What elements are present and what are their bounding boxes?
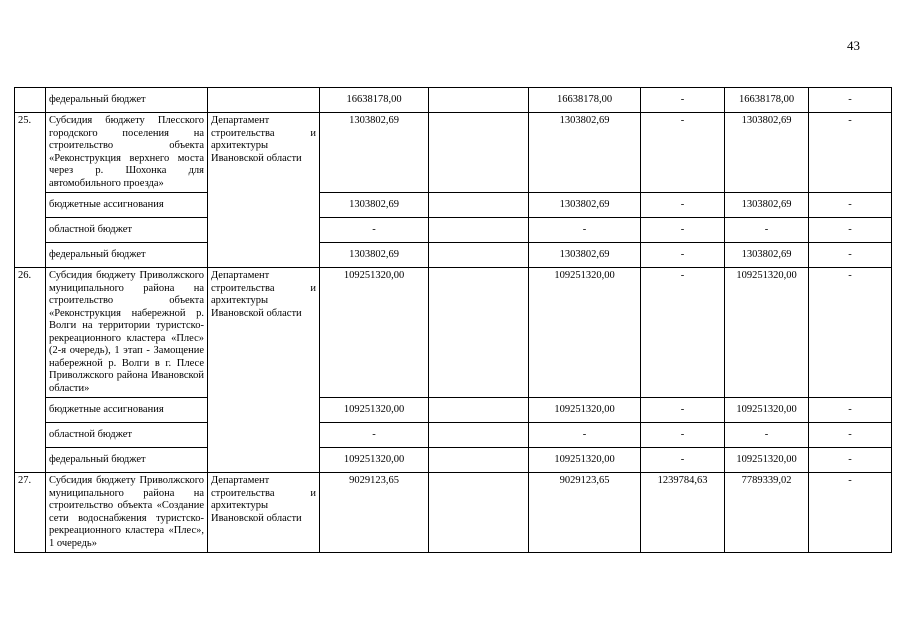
value-cell-3: 9029123,65 [529,473,641,553]
funding-source-cell: областной бюджет [46,423,208,448]
measure-name-cell: Субсидия бюджету Приволжского муниципального района на строительство объекта «Реконструкция набережной р. Волги на территории туристско-рекреационного кластера «Плес» (2-я очередь), 1 этап - Замощение набережной р. Волги в г. Плесе Приволжского района Ивановской области» [46,268,208,398]
executor-cell: Департамент строительства и архитектуры Ивановской области [208,268,320,473]
table-row-main [15,113,892,193]
value-cell-3: 109251320,00 [529,448,641,473]
value-cell-4: - [641,218,725,243]
value-cell-1: 109251320,00 [320,448,429,473]
table-body [15,88,892,553]
value-cell-1: 109251320,00 [320,398,429,423]
value-cell-3: - [529,218,641,243]
value-cell-5: 7789339,02 [725,473,809,553]
table-row-sub [15,398,892,423]
value-cell-6: - [809,218,892,243]
value-cell-3: 1303802,69 [529,113,641,193]
value-cell-5: - [725,423,809,448]
measure-name-cell: Субсидия бюджету Плесского городского поселения на строительство объекта «Реконструкция верхнего моста через р. Шохонка для автомобильного проезда» [46,113,208,193]
value-cell-1: 1303802,69 [320,113,429,193]
value-cell-1: 1303802,69 [320,193,429,218]
value-cell-4: - [641,88,725,113]
value-cell-2 [429,88,529,113]
value-cell-1: 9029123,65 [320,473,429,553]
table-row-sub [15,193,892,218]
value-cell-4: - [641,113,725,193]
value-cell-6: - [809,423,892,448]
value-cell-2 [429,218,529,243]
value-cell-1: - [320,423,429,448]
value-cell-4: - [641,268,725,398]
executor-cell [208,88,320,113]
value-cell-6: - [809,268,892,398]
value-cell-4: - [641,448,725,473]
row-number-cell: 25. [15,113,46,268]
value-cell-5: 16638178,00 [725,88,809,113]
funding-source-cell: федеральный бюджет [46,448,208,473]
value-cell-6: - [809,193,892,218]
value-cell-6: - [809,113,892,193]
value-cell-2 [429,243,529,268]
funding-source-cell: бюджетные ассигнования [46,398,208,423]
value-cell-4: - [641,398,725,423]
value-cell-6: - [809,473,892,553]
value-cell-1: 16638178,00 [320,88,429,113]
value-cell-5: 109251320,00 [725,268,809,398]
value-cell-1: 1303802,69 [320,243,429,268]
value-cell-6: - [809,398,892,423]
table-row-sub [15,88,892,113]
table-row-main [15,473,892,553]
value-cell-2 [429,473,529,553]
value-cell-3: 1303802,69 [529,243,641,268]
value-cell-6: - [809,448,892,473]
table-row-main [15,268,892,398]
funding-source-cell: бюджетные ассигнования [46,193,208,218]
row-number-cell: 27. [15,473,46,553]
value-cell-6: - [809,88,892,113]
value-cell-4: - [641,423,725,448]
value-cell-2 [429,268,529,398]
table-row-sub [15,243,892,268]
value-cell-2 [429,193,529,218]
value-cell-6: - [809,243,892,268]
value-cell-4: - [641,243,725,268]
page-number: 43 [847,38,860,53]
value-cell-5: 109251320,00 [725,398,809,423]
value-cell-3: 1303802,69 [529,193,641,218]
executor-cell: Департамент строительства и архитектуры Ивановской области [208,473,320,553]
value-cell-3: 109251320,00 [529,268,641,398]
funding-source-cell: областной бюджет [46,218,208,243]
value-cell-4: - [641,193,725,218]
table-row-sub [15,448,892,473]
value-cell-3: 16638178,00 [529,88,641,113]
table-row-sub [15,218,892,243]
row-number-cell: 26. [15,268,46,473]
value-cell-1: 109251320,00 [320,268,429,398]
funding-source-cell: федеральный бюджет [46,88,208,113]
value-cell-5: 1303802,69 [725,193,809,218]
row-number-cell [15,88,46,113]
value-cell-2 [429,113,529,193]
value-cell-3: 109251320,00 [529,398,641,423]
measure-name-cell: Субсидия бюджету Приволжского муниципального района на строительство объекта «Создание сети водоснабжения туристско-рекреационного кластера «Плес», 1 очередь» [46,473,208,553]
value-cell-5: 109251320,00 [725,448,809,473]
value-cell-1: - [320,218,429,243]
value-cell-5: 1303802,69 [725,113,809,193]
value-cell-2 [429,398,529,423]
value-cell-2 [429,423,529,448]
budget-table [14,87,892,553]
funding-source-cell: федеральный бюджет [46,243,208,268]
table-row-sub [15,423,892,448]
executor-cell: Департамент строительства и архитектуры Ивановской области [208,113,320,268]
value-cell-5: 1303802,69 [725,243,809,268]
value-cell-4: 1239784,63 [641,473,725,553]
value-cell-2 [429,448,529,473]
value-cell-3: - [529,423,641,448]
value-cell-5: - [725,218,809,243]
